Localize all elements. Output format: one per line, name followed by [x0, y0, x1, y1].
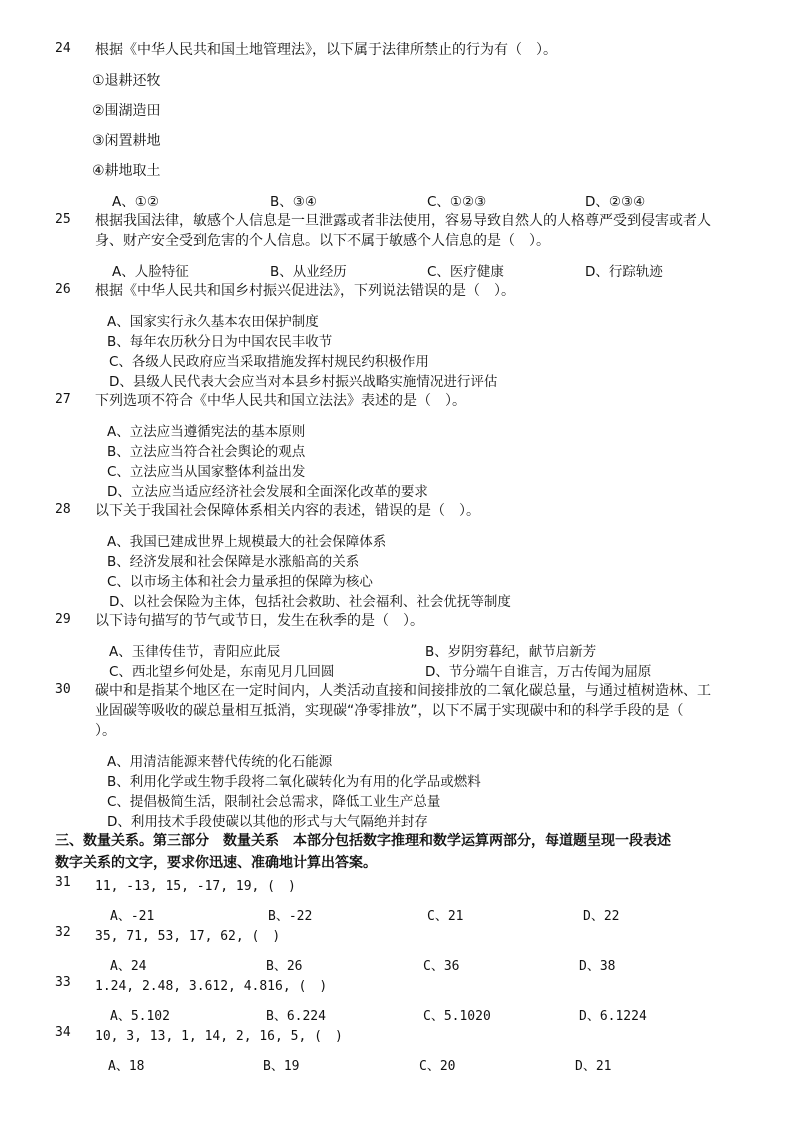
option-a[interactable]: A、人脸特征 [112, 264, 189, 280]
statement-item: ④耕地取土 [92, 163, 161, 179]
option-b[interactable]: B、19 [263, 1059, 300, 1074]
option-c[interactable]: C、医疗健康 [427, 264, 504, 280]
option-b[interactable]: B、岁阴穷暮纪，献节启新芳 [425, 644, 597, 660]
statement-item: ②围湖造田 [92, 103, 161, 119]
question-number: 29 [55, 612, 71, 627]
question-stem-line: 身、财产安全受到危害的个人信息。以下不属于敏感个人信息的是（ ）。 [95, 233, 550, 249]
question-number: 26 [55, 282, 71, 297]
option-b[interactable]: B、经济发展和社会保障是水涨船高的关系 [107, 554, 360, 570]
option-a[interactable]: A、国家实行永久基本农田保护制度 [107, 314, 319, 330]
option-d[interactable]: D、利用技术手段使碳以其他的形式与大气隔绝并封存 [107, 814, 428, 830]
option-b[interactable]: B、利用化学或生物手段将二氧化碳转化为有用的化学品或燃料 [107, 774, 481, 790]
option-d[interactable]: D、立法应当适应经济社会发展和全面深化改革的要求 [107, 484, 428, 500]
option-d[interactable]: D、6.1224 [579, 1009, 647, 1024]
question-stem: 下列选项不符合《中华人民共和国立法法》表述的是（ ）。 [95, 393, 466, 409]
option-c[interactable]: C、36 [423, 959, 460, 974]
option-c[interactable]: C、各级人民政府应当采取措施发挥村规民约积极作用 [109, 354, 429, 370]
number-sequence: 10, 3, 13, 1, 14, 2, 16, 5, ( ) [95, 1029, 343, 1044]
question-stem-line: 碳中和是指某个地区在一定时间内，人类活动直接和间接排放的二氧化碳总量，与通过植树造林、工 [95, 683, 711, 699]
question-number: 33 [55, 975, 71, 990]
option-b[interactable]: B、从业经历 [270, 264, 347, 280]
option-c[interactable]: C、以市场主体和社会力量承担的保障为核心 [107, 574, 373, 590]
option-a[interactable]: A、-21 [110, 909, 155, 924]
question-number: 32 [55, 925, 71, 940]
option-d[interactable]: D、22 [583, 909, 620, 924]
number-sequence: 1.24, 2.48, 3.612, 4.816, ( ) [95, 979, 328, 994]
statement-item: ③闲置耕地 [92, 133, 161, 149]
question-number: 31 [55, 875, 71, 890]
question-stem: 根据《中华人民共和国土地管理法》，以下属于法律所禁止的行为有（ ）。 [95, 42, 557, 58]
question-number: 34 [55, 1025, 71, 1040]
option-d[interactable]: D、②③④ [585, 194, 646, 210]
number-sequence: 35, 71, 53, 17, 62, ( ) [95, 929, 281, 944]
question-stem: 以下关于我国社会保障体系相关内容的表述，错误的是（ ）。 [95, 503, 480, 519]
option-c[interactable]: C、①②③ [427, 194, 487, 210]
option-c[interactable]: C、西北望乡何处是，东南见月几回圆 [109, 664, 335, 680]
option-a[interactable]: A、18 [108, 1059, 145, 1074]
option-b[interactable]: B、6.224 [266, 1009, 326, 1024]
question-number: 27 [55, 392, 71, 407]
option-a[interactable]: A、用清洁能源来替代传统的化石能源 [107, 754, 333, 770]
question-stem: 根据《中华人民共和国乡村振兴促进法》，下列说法错误的是（ ）。 [95, 283, 515, 299]
option-d[interactable]: D、以社会保险为主体，包括社会救助、社会福利、社会优抚等制度 [109, 594, 511, 610]
option-b[interactable]: B、③④ [270, 194, 317, 210]
option-b[interactable]: B、-22 [268, 909, 313, 924]
option-a[interactable]: A、玉律传佳节，青阳应此辰 [109, 644, 281, 660]
option-a[interactable]: A、①② [112, 194, 159, 210]
question-number: 28 [55, 502, 71, 517]
option-c[interactable]: C、5.1020 [423, 1009, 491, 1024]
question-stem-line: ）。 [95, 723, 116, 739]
question-stem-line: 根据我国法律，敏感个人信息是一旦泄露或者非法使用，容易导致自然人的人格尊严受到侵害或者人 [95, 213, 711, 229]
option-a[interactable]: A、5.102 [110, 1009, 170, 1024]
option-c[interactable]: C、提倡极简生活，限制社会总需求，降低工业生产总量 [107, 794, 441, 810]
option-d[interactable]: D、21 [575, 1059, 612, 1074]
section-title-line: 三、数量关系。第三部分 数量关系 本部分包括数字推理和数学运算两部分，每道题呈现一段表述 [55, 833, 671, 849]
option-b[interactable]: B、立法应当符合社会舆论的观点 [107, 444, 306, 460]
option-d[interactable]: D、节分端午自谁言，万古传闻为屈原 [425, 664, 652, 680]
option-c[interactable]: C、立法应当从国家整体利益出发 [107, 464, 306, 480]
option-b[interactable]: B、每年农历秋分日为中国农民丰收节 [107, 334, 333, 350]
option-b[interactable]: B、26 [266, 959, 303, 974]
question-stem-line: 业固碳等吸收的碳总量相互抵消，实现碳“净零排放”，以下不属于实现碳中和的科学手段的是（ [95, 703, 684, 719]
option-a[interactable]: A、我国已建成世界上规模最大的社会保障体系 [107, 534, 387, 550]
statement-item: ①退耕还牧 [92, 73, 161, 89]
question-number: 25 [55, 212, 71, 227]
option-a[interactable]: A、24 [110, 959, 147, 974]
option-c[interactable]: C、21 [427, 909, 464, 924]
section-title-line: 数字关系的文字，要求你迅速、准确地计算出答案。 [55, 855, 377, 871]
number-sequence: 11, -13, 15, -17, 19, ( ) [95, 879, 296, 894]
question-stem: 以下诗句描写的节气或节日，发生在秋季的是（ ）。 [95, 613, 424, 629]
question-number: 30 [55, 682, 71, 697]
option-d[interactable]: D、行踪轨迹 [585, 264, 663, 280]
option-d[interactable]: D、县级人民代表大会应当对本县乡村振兴战略实施情况进行评估 [109, 374, 498, 390]
option-c[interactable]: C、20 [419, 1059, 456, 1074]
option-a[interactable]: A、立法应当遵循宪法的基本原则 [107, 424, 306, 440]
question-number: 24 [55, 41, 71, 56]
option-d[interactable]: D、38 [579, 959, 616, 974]
